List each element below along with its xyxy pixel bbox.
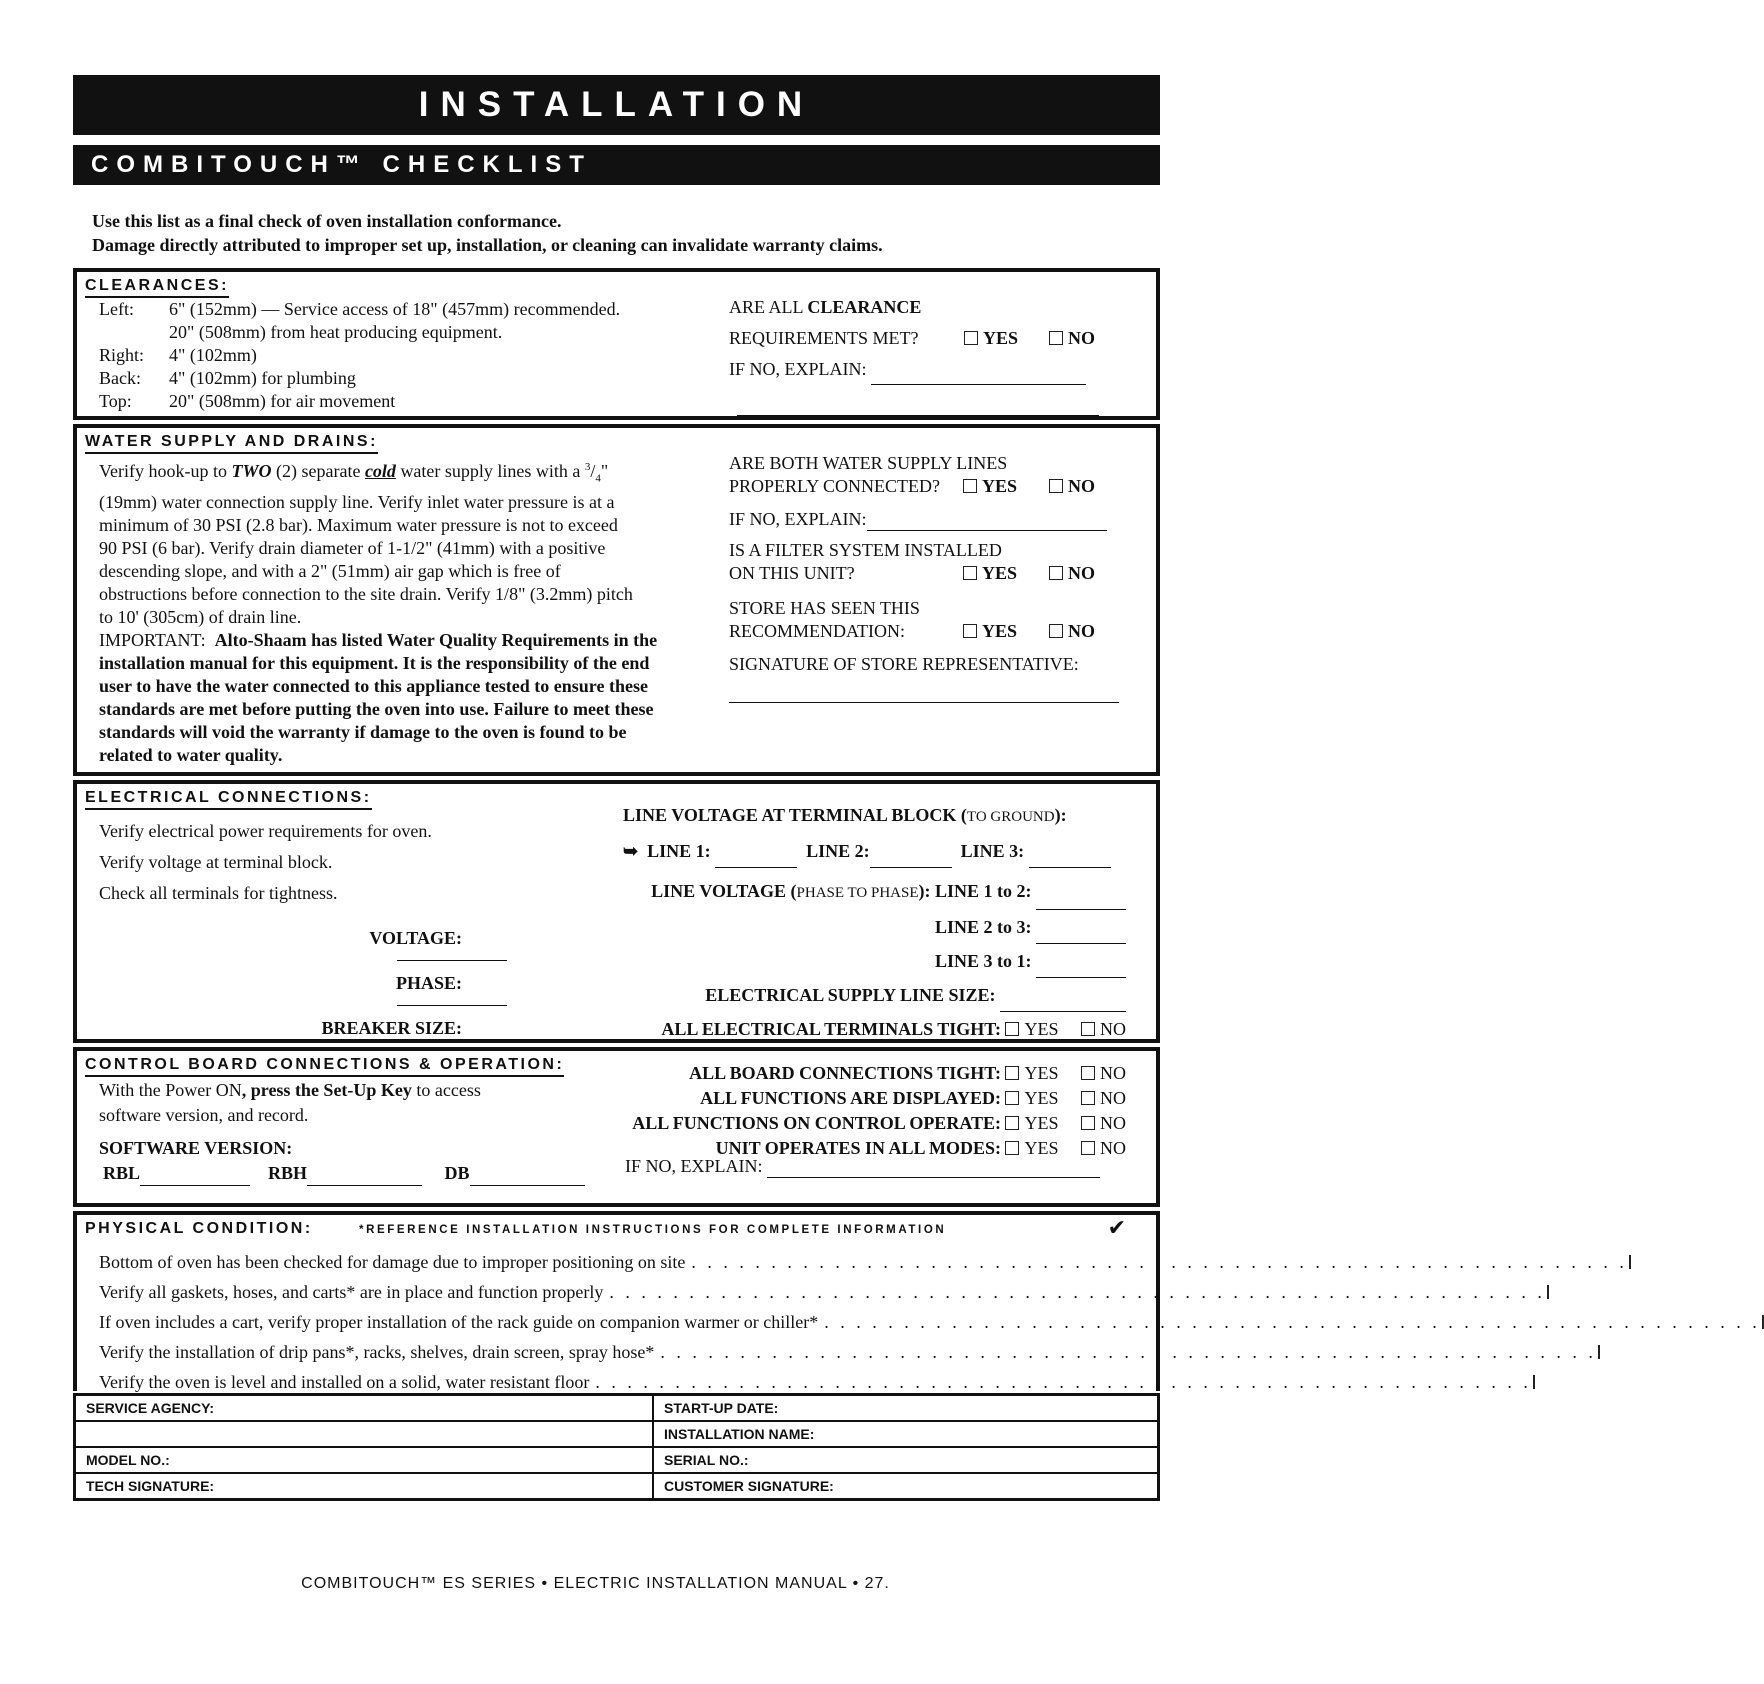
water-p1d: cold xyxy=(364,461,396,481)
line2-label: LINE 2: xyxy=(806,841,870,861)
store-no-checkbox[interactable] xyxy=(1049,624,1063,638)
water-line: minimum of 30 PSI (2.8 bar). Maximum water pressure is not to exceed xyxy=(99,514,618,535)
water-frac-den: 4 xyxy=(595,472,601,485)
db-field[interactable] xyxy=(470,1169,585,1186)
water-store1: STORE HAS SEEN THIS xyxy=(729,598,920,618)
physical-item-checkbox[interactable] xyxy=(1629,1255,1631,1269)
water-lines-yes: YES xyxy=(982,476,1018,496)
control-no-checkbox[interactable] xyxy=(1081,1091,1095,1105)
water-p1e: water supply lines with a xyxy=(400,461,581,481)
electrical-item-1: Verify electrical power requirements for oven. xyxy=(99,821,432,841)
water-frac-num: 3 xyxy=(584,461,591,473)
control-check-label: ALL FUNCTIONS ON CONTROL OPERATE: xyxy=(632,1113,1001,1133)
line3-field[interactable] xyxy=(1029,851,1111,868)
water-lines-no-checkbox[interactable] xyxy=(1049,479,1063,493)
phase-field[interactable] xyxy=(397,989,507,1006)
control-yes: YES xyxy=(1024,1113,1059,1133)
leader-dots: . . . . . . . . . . . . . . . . . . . . . . . . . . . . . . . . . . . . . . . . . . . . . . . . . . . . . . . . . . . xyxy=(609,1282,1546,1302)
line1-field[interactable] xyxy=(715,851,797,868)
voltage-label: VOLTAGE: xyxy=(369,928,462,948)
control-yes-checkbox[interactable] xyxy=(1005,1141,1019,1155)
control-section xyxy=(73,1047,1160,1207)
water-store2: RECOMMENDATION: xyxy=(729,621,906,641)
water-important-label: IMPORTANT: xyxy=(99,629,206,650)
control-t2: software version, and record. xyxy=(99,1105,309,1125)
lvp-b: ): LINE 1 to 2: xyxy=(918,881,1032,901)
water-filter2: ON THIS UNIT? xyxy=(729,563,855,583)
filter-no: NO xyxy=(1068,563,1095,583)
electrical-field-lines xyxy=(397,916,507,1051)
physical-item xyxy=(99,1247,1628,1277)
control-yes-checkbox[interactable] xyxy=(1005,1116,1019,1130)
clearance-row xyxy=(99,390,620,413)
filter-yes: YES xyxy=(982,563,1018,583)
water-lines-yes-checkbox[interactable] xyxy=(963,479,977,493)
water-important-line: user to have the water connected to this appliance tested to ensure these xyxy=(99,675,648,696)
water-line: to 10' (305cm) of drain line. xyxy=(99,606,302,627)
clearances-no-checkbox[interactable] xyxy=(1049,331,1063,345)
control-no: NO xyxy=(1100,1113,1126,1133)
clearance-row xyxy=(99,298,620,321)
physical-note: *REFERENCE INSTALLATION INSTRUCTIONS FOR COMPLETE INFORMATION xyxy=(359,1224,947,1236)
installation-name-cell[interactable]: INSTALLATION NAME: xyxy=(653,1421,1159,1447)
water-signature-label: SIGNATURE OF STORE REPRESENTATIVE: xyxy=(729,654,1079,674)
supply-label: ELECTRICAL SUPPLY LINE SIZE: xyxy=(705,985,996,1005)
clearances-section xyxy=(73,268,1160,420)
l23-field[interactable] xyxy=(1036,927,1126,944)
store-yes: YES xyxy=(982,621,1018,641)
tech-signature-cell[interactable]: TECH SIGNATURE: xyxy=(75,1473,654,1500)
terminals-yes: YES xyxy=(1024,1019,1059,1039)
water-questions xyxy=(729,452,1109,703)
model-no-cell[interactable]: MODEL NO.: xyxy=(75,1447,654,1473)
water-important-line: standards are met before putting the oven into use. Failure to meet these xyxy=(99,698,654,719)
control-explain-label: IF NO, EXPLAIN: xyxy=(625,1156,763,1176)
physical-section xyxy=(73,1211,1761,1392)
control-check-row xyxy=(632,1086,1126,1111)
physical-item-checkbox[interactable] xyxy=(1547,1285,1549,1299)
leader-dots: . . . . . . . . . . . . . . . . . . . . . . . . . . . . . . . . . . . . . . . . . . . . . . . . . . . . . . . . . . . xyxy=(824,1312,1761,1332)
page-title: INSTALLATION xyxy=(73,75,1160,135)
control-t1c: , press the Set-Up Key xyxy=(241,1080,412,1100)
rbl-field[interactable] xyxy=(140,1169,250,1186)
breaker-label: BREAKER SIZE: xyxy=(321,1018,462,1038)
physical-items xyxy=(99,1247,1761,1397)
control-text xyxy=(99,1078,585,1186)
water-p1a: Verify hook-up to xyxy=(99,461,227,481)
phase-label: PHASE: xyxy=(395,973,462,993)
control-no-checkbox[interactable] xyxy=(1081,1066,1095,1080)
control-check-row xyxy=(632,1111,1126,1136)
water-lines-no: NO xyxy=(1068,476,1095,496)
arrow-icon: ➥ xyxy=(623,841,639,861)
water-signature-field[interactable] xyxy=(729,686,1119,703)
water-q-lines1: ARE BOTH WATER SUPPLY LINES xyxy=(729,453,1008,473)
control-t1b: ON xyxy=(215,1080,242,1100)
line2-field[interactable] xyxy=(870,851,952,868)
electrical-title: ELECTRICAL CONNECTIONS: xyxy=(85,788,372,810)
control-check-row xyxy=(632,1061,1126,1086)
lvp-small: PHASE TO PHASE xyxy=(796,885,919,901)
info-table xyxy=(73,1393,1160,1501)
clearance-value: 20" (508mm) from heat producing equipment. xyxy=(169,322,503,342)
clearance-label: Back: xyxy=(99,368,141,388)
physical-item-label: Verify the installation of drip pans*, racks, shelves, drain screen, spray hose* xyxy=(99,1342,655,1362)
control-check-label: UNIT OPERATES IN ALL MODES: xyxy=(715,1138,1001,1158)
water-p1c: (2) separate xyxy=(275,461,361,481)
clearances-explain-label: IF NO, EXPLAIN: xyxy=(729,359,867,379)
filter-yes-checkbox[interactable] xyxy=(963,566,977,580)
water-important-line: Alto-Shaam has listed Water Quality Requirements in the xyxy=(214,629,658,650)
physical-item-label: Verify all gaskets, hoses, and carts* are in place and function properly xyxy=(99,1282,604,1302)
l31-label: LINE 3 to 1: xyxy=(934,951,1032,971)
line-voltage-ground xyxy=(623,798,1111,868)
store-yes-checkbox[interactable] xyxy=(963,624,977,638)
l12-field[interactable] xyxy=(1036,893,1126,910)
line1-label: LINE 1: xyxy=(647,841,711,861)
page-footer: COMBITOUCH™ ES SERIES • ELECTRIC INSTALLATION MANUAL • 27. xyxy=(301,1575,890,1592)
clearance-value: 4" (102mm) for plumbing xyxy=(169,368,356,388)
service-agency-cell[interactable]: SERVICE AGENCY: xyxy=(75,1395,654,1422)
electrical-item-2: Verify voltage at terminal block. xyxy=(99,852,333,872)
control-no-checkbox[interactable] xyxy=(1081,1116,1095,1130)
clearances-yes-label: YES xyxy=(983,328,1019,348)
clearance-value: 4" (102mm) xyxy=(169,345,257,365)
line-voltage-phase xyxy=(651,874,1126,1046)
water-line: (19mm) water connection supply line. Verify inlet water pressure is at a xyxy=(99,491,615,512)
control-check-label: ALL FUNCTIONS ARE DISPLAYED: xyxy=(700,1088,1001,1108)
lv-small: TO GROUND xyxy=(966,809,1055,825)
control-no-checkbox[interactable] xyxy=(1081,1141,1095,1155)
clearance-row xyxy=(99,344,620,367)
line3-label: LINE 3: xyxy=(960,841,1025,861)
water-important-line: installation manual for this equipment. It is the responsibility of the end xyxy=(99,652,650,673)
control-t1d: to access xyxy=(416,1080,481,1100)
physical-item-label: Verify the oven is level and installed on a solid, water resistant floor xyxy=(99,1372,590,1392)
control-no: NO xyxy=(1100,1088,1126,1108)
clearance-row xyxy=(99,367,620,390)
water-section xyxy=(73,424,1160,776)
control-no: NO xyxy=(1100,1138,1126,1158)
physical-item xyxy=(99,1307,1761,1337)
intro-line-2: Damage directly attributed to improper set up, installation, or cleaning can invalidate warranty claims. xyxy=(92,235,883,255)
store-no: NO xyxy=(1068,621,1095,641)
control-t1a: With the Power xyxy=(99,1080,212,1100)
lv-title: LINE VOLTAGE AT TERMINAL BLOCK ( xyxy=(623,805,967,825)
clearance-label: Top: xyxy=(99,391,132,411)
clearance-value: 20" (508mm) for air movement xyxy=(169,391,396,411)
physical-item xyxy=(99,1277,1546,1307)
clearance-label: Left: xyxy=(99,299,134,319)
control-yes: YES xyxy=(1024,1063,1059,1083)
rbh-field[interactable] xyxy=(307,1169,422,1186)
clearance-label xyxy=(99,321,169,344)
db-label: DB xyxy=(444,1163,470,1183)
software-version-label: SOFTWARE VERSION: xyxy=(99,1138,293,1158)
control-check-label: ALL BOARD CONNECTIONS TIGHT: xyxy=(689,1063,1001,1083)
control-yes-checkbox[interactable] xyxy=(1005,1091,1019,1105)
water-text: Verify hook-up to TWO (2) separate cold water supply lines with a $^3/_4$" (19mm) water connection supply line. Verify inlet water pressure is at a minimum of 30 PSI (2.8 bar). Maximum water pressure is not to exceed 90 PSI (6 bar). Verify drain diameter of 1-1/2" (41mm) with a positive descending slope, and with a 2" (51mm) air gap which is free of obstructions before connection to the site drain. Verify 1/8" (3.2mm) pitch to 10' (305cm) of drain line. IMPORTANT: Alto-Shaam has listed Water Quality Requirements in the installation manual for this equipment. It is the responsibility of the end user to have the water connected to this appliance tested to ensure these standards are met before putting the oven into use. Failure to meet these standards will void the warranty if damage to the oven is found to be related to water quality. xyxy=(99,461,658,765)
l31-field[interactable] xyxy=(1036,961,1126,978)
leader-dots: . . . . . . . . . . . . . . . . . . . . . . . . . . . . . . . . . . . . . . . . . . . . . . . . . . . . . . . . . . . xyxy=(691,1252,1628,1272)
physical-item-label: Bottom of oven has been checked for damage due to improper positioning on site xyxy=(99,1252,686,1272)
water-title: WATER SUPPLY AND DRAINS: xyxy=(85,432,378,454)
water-line: descending slope, and with a 2" (51mm) air gap which is free of xyxy=(99,560,561,581)
control-title: CONTROL BOARD CONNECTIONS & OPERATION: xyxy=(85,1055,564,1077)
physical-item-checkbox[interactable] xyxy=(1533,1375,1535,1389)
rbl-label: RBL xyxy=(103,1163,141,1183)
control-checks xyxy=(632,1061,1126,1161)
water-important-line: standards will void the warranty if damage to the oven is found to be xyxy=(99,721,627,742)
control-yes-checkbox[interactable] xyxy=(1005,1066,1019,1080)
filter-no-checkbox[interactable] xyxy=(1049,566,1063,580)
intro-text xyxy=(92,209,883,257)
leader-dots: . . . . . . . . . . . . . . . . . . . . . . . . . . . . . . . . . . . . . . . . . . . . . . . . . . . . . . . . . . . xyxy=(595,1372,1532,1392)
control-explain xyxy=(625,1155,1100,1178)
rbh-label: RBH xyxy=(268,1163,308,1183)
water-important-line: related to water quality. xyxy=(99,744,283,765)
customer-signature-cell[interactable]: CUSTOMER SIGNATURE: xyxy=(653,1473,1159,1500)
clearance-row xyxy=(99,321,620,344)
terminals-label: ALL ELECTRICAL TERMINALS TIGHT: xyxy=(661,1019,1001,1039)
voltage-field[interactable] xyxy=(397,944,507,961)
physical-title: PHYSICAL CONDITION: xyxy=(85,1220,313,1237)
startup-date-cell[interactable]: START-UP DATE: xyxy=(653,1395,1159,1422)
control-yes: YES xyxy=(1024,1088,1059,1108)
serial-no-cell[interactable]: SERIAL NO.: xyxy=(653,1447,1159,1473)
clearances-no-label: NO xyxy=(1068,328,1095,348)
terminals-yes-checkbox[interactable] xyxy=(1005,1022,1019,1036)
clearances-explain-field[interactable] xyxy=(871,368,1086,385)
l23-label: LINE 2 to 3: xyxy=(934,917,1032,937)
clearances-explain-field-2[interactable] xyxy=(737,399,1099,416)
control-no: NO xyxy=(1100,1063,1126,1083)
intro-line-1: Use this list as a final check of oven installation conformance. xyxy=(92,211,562,231)
blank-cell[interactable] xyxy=(75,1421,654,1447)
water-explain-label: IF NO, EXPLAIN: xyxy=(729,509,867,529)
lvp-a: LINE VOLTAGE ( xyxy=(651,881,797,901)
terminals-no-checkbox[interactable] xyxy=(1081,1022,1095,1036)
clearance-value: 6" (152mm) — Service access of 18" (457mm) recommended. xyxy=(169,299,621,319)
electrical-item-3: Check all terminals for tightness. xyxy=(99,883,338,903)
clearance-label: Right: xyxy=(99,345,145,365)
checkmark-icon: ✔ xyxy=(1107,1215,1126,1240)
water-line: obstructions before connection to the site drain. Verify 1/8" (3.2mm) pitch xyxy=(99,583,633,604)
clearances-yes-checkbox[interactable] xyxy=(964,331,978,345)
clearances-question xyxy=(729,292,1099,416)
electrical-items xyxy=(99,816,432,909)
lv-end: ): xyxy=(1054,805,1067,825)
terminals-no: NO xyxy=(1100,1019,1126,1039)
electrical-section xyxy=(73,780,1160,1043)
clearances-title: CLEARANCES: xyxy=(85,276,229,298)
control-explain-field[interactable] xyxy=(767,1161,1100,1178)
control-yes: YES xyxy=(1024,1138,1059,1158)
water-line: 90 PSI (6 bar). Verify drain diameter of 1-1/2" (41mm) with a positive xyxy=(99,537,606,558)
page-subtitle: COMBITOUCH™ CHECKLIST xyxy=(73,145,1160,185)
clearances-list xyxy=(99,298,620,413)
water-q-lines2: PROPERLY CONNECTED? xyxy=(729,476,941,496)
physical-item-checkbox[interactable] xyxy=(1598,1345,1600,1359)
leader-dots: . . . . . . . . . . . . . . . . . . . . . . . . . . . . . . . . . . . . . . . . . . . . . . . . . . . . . . . . . . . xyxy=(660,1342,1597,1362)
physical-item-label: If oven includes a cart, verify proper installation of the rack guide on companion warmer or chiller* xyxy=(99,1312,819,1332)
water-p1b: TWO xyxy=(231,461,272,481)
physical-item xyxy=(99,1337,1597,1367)
water-explain-field[interactable] xyxy=(867,514,1107,531)
clearances-q1b: CLEARANCE xyxy=(807,297,922,317)
clearances-q2: REQUIREMENTS MET? xyxy=(729,328,919,348)
water-filter1: IS A FILTER SYSTEM INSTALLED xyxy=(729,540,1002,560)
supply-field[interactable] xyxy=(1000,995,1126,1012)
clearances-q1: ARE ALL xyxy=(729,297,803,317)
